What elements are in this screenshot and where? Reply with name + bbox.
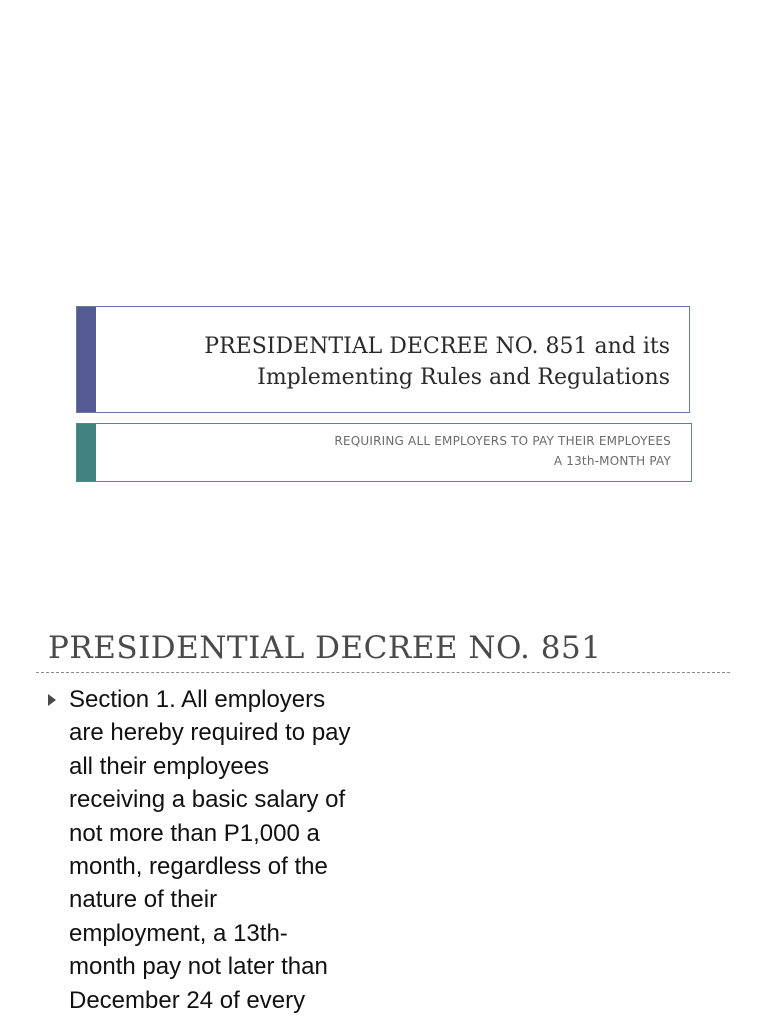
bullet-line: Section 1. All employers: [69, 686, 326, 713]
bullet-line: receiving a basic salary of: [69, 786, 346, 814]
title-box: [76, 306, 690, 413]
slide-subtitle: [334, 431, 671, 471]
bullet-line: nature of their: [69, 886, 218, 914]
bullet-line: month, regardless of the: [69, 853, 328, 881]
content-heading: PRESIDENTIAL DECREE NO. 851: [48, 630, 602, 666]
title-line-1: PRESIDENTIAL DECREE NO. 851 and its: [204, 334, 670, 359]
bullet-paragraph: [69, 683, 379, 1017]
subtitle-box: [76, 423, 692, 482]
bullet-line: are hereby required to pay: [69, 719, 351, 747]
title-accent-bar: [77, 307, 96, 412]
subtitle-line-2: A 13th-MONTH PAY: [553, 454, 671, 468]
title-line-2: Implementing Rules and Regulations: [257, 365, 670, 390]
bullet-line: employment, a 13th-: [69, 919, 288, 947]
subtitle-accent-bar: [77, 424, 96, 481]
heading-divider: [36, 672, 730, 673]
bullet-line: all their employees: [69, 752, 270, 780]
bullet-line: not more than P1,000 a: [69, 819, 320, 847]
bullet-line: December 24 of every: [69, 986, 306, 1014]
subtitle-line-1: REQUIRING ALL EMPLOYERS TO PAY THEIR EMPLOYEES: [334, 434, 671, 448]
slide-title: [204, 331, 670, 393]
bullet-line: month pay not later than: [69, 953, 328, 981]
bullet-arrow-icon: [48, 694, 56, 706]
